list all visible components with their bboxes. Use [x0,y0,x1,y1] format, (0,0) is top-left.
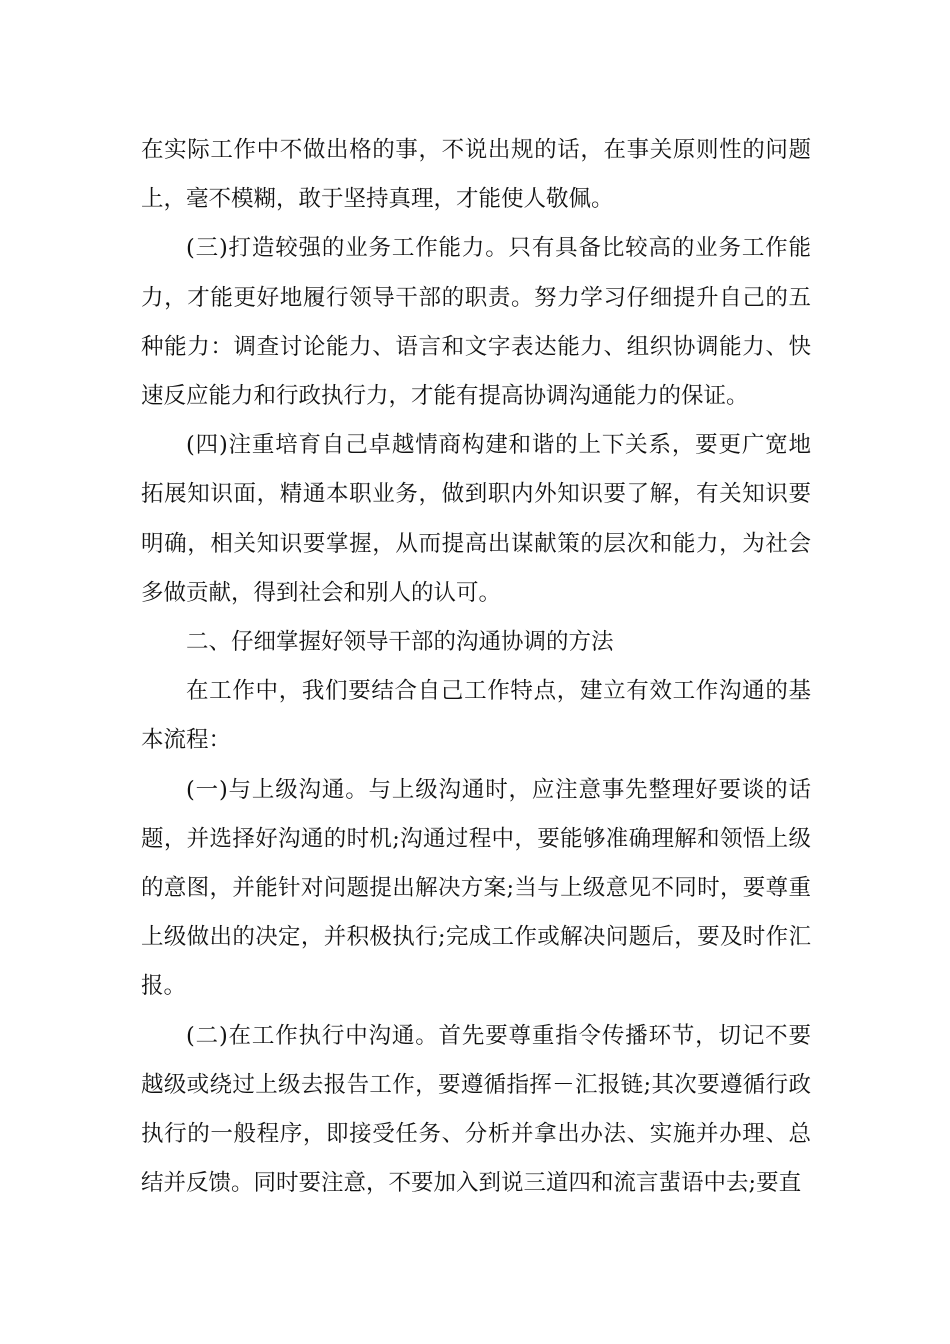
section-heading: 二、仔细掌握好领导干部的沟通协调的方法 [186,629,614,656]
document-body [141,126,811,1208]
paragraph-7: (二)在工作执行中沟通。首先要尊重指令传播环节，切记不要越级或绕过上级去报告工作，要遵循指挥－汇报链;其次要遵循行政执行的一般程序，即接受任务、分析并拿出办法、实施并办理、总结并反馈。同时要注意，不要加入到说三道四和流言蜚语中去;要直 [141,1022,811,1197]
paragraph-3: (四)注重培育自己卓越情商构建和谐的上下关系，要更广宽地拓展知识面，精通本职业务，做到职内外知识要了解，有关知识要明确，相关知识要掌握，从而提高出谋献策的层次和能力，为社会多做贡献，得到社会和别人的认可。 [141,432,811,606]
paragraph-1: 在实际工作中不做出格的事，不说出规的话，在事关原则性的问题上，毫不模糊，敢于坚持真理，才能使人敬佩。 [141,137,811,213]
paragraph-2: (三)打造较强的业务工作能力。只有具备比较高的业务工作能力，才能更好地履行领导干部的职责。努力学习仔细提升自己的五种能力：调查讨论能力、语言和文字表达能力、组织协调能力、快速反应能力和行政执行力，才能有提高协调沟通能力的保证。 [141,235,811,410]
paragraph-5: 在工作中，我们要结合自己工作特点，建立有效工作沟通的基本流程： [141,678,811,754]
paragraph-6: (一)与上级沟通。与上级沟通时，应注意事先整理好要谈的话题，并选择好沟通的时机;沟通过程中，要能够准确理解和领悟上级的意图，并能针对问题提出解决方案;当与上级意见不同时，要尊重上级做出的决定，并积极执行;完成工作或解决问题后，要及时作汇报。 [141,776,811,1000]
